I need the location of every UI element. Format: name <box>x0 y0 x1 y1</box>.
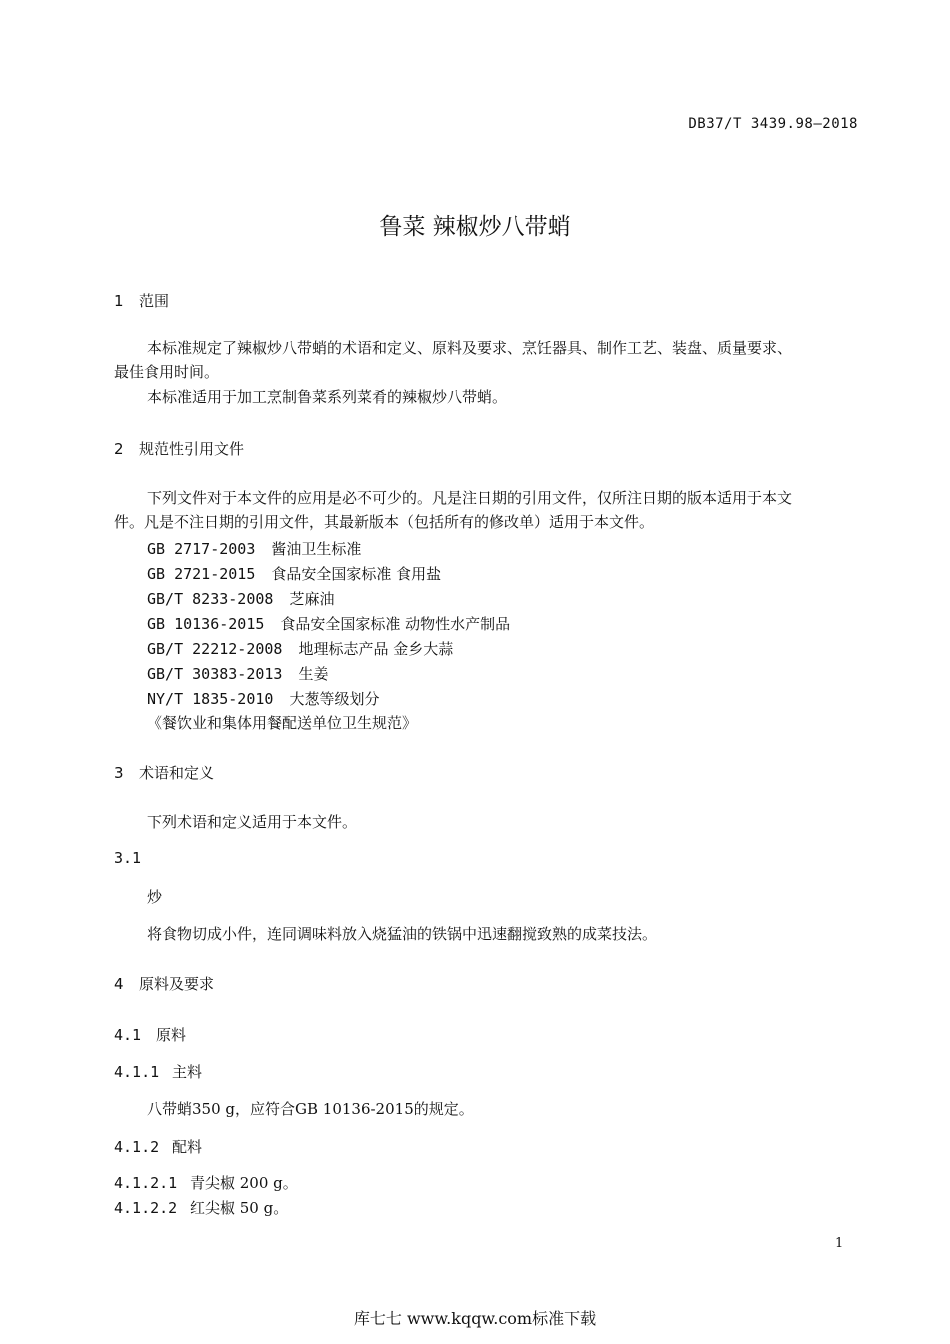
subsection-number: 4.1 <box>114 1026 142 1044</box>
section-number: 2 <box>114 440 124 458</box>
page-number: 1 <box>835 1236 844 1251</box>
reference-item <box>147 663 328 684</box>
reference-item <box>147 588 334 609</box>
item-number: 4.1.2.2 <box>114 1199 178 1217</box>
subsection-title: 原料 <box>156 1026 187 1044</box>
subsection-number: 4.1.1 <box>114 1063 160 1081</box>
reference-code: GB 2721-2015 <box>147 565 256 583</box>
reference-code: GB 10136-2015 <box>147 615 265 633</box>
paragraph: 本标准适用于加工烹制鲁菜系列菜肴的辣椒炒八带蛸。 <box>147 388 508 406</box>
footer-watermark: 库七七 www.kqqw.com标准下载 <box>353 1309 597 1328</box>
reference-item <box>147 638 453 659</box>
reference-name: 大葱等级划分 <box>289 690 380 708</box>
reference-name: 食品安全国家标准 动物性水产制品 <box>280 615 511 633</box>
item-number: 4.1.2.1 <box>114 1174 178 1192</box>
subsection-4-1-2-heading <box>114 1136 202 1157</box>
subsection-title: 主料 <box>172 1063 203 1081</box>
standard-code: DB37/T 3439.98—2018 <box>688 116 858 132</box>
section-title: 原料及要求 <box>139 975 215 993</box>
section-4-heading <box>114 973 214 994</box>
reference-code: NY/T 1835-2010 <box>147 690 274 708</box>
section-3-heading <box>114 762 214 783</box>
reference-name: 食品安全国家标准 食用盐 <box>271 565 442 583</box>
paragraph: 最佳食用时间。 <box>114 363 220 381</box>
reference-code: GB 2717-2003 <box>147 540 256 558</box>
term-definition: 将食物切成小件，连同调味料放入烧猛油的铁锅中迅速翻搅致熟的成菜技法。 <box>147 925 658 943</box>
reference-code: GB/T 8233-2008 <box>147 590 274 608</box>
paragraph: 八带蛸350 g，应符合GB 10136-2015的规定。 <box>147 1100 474 1118</box>
term-number: 3.1 <box>114 849 142 867</box>
reference-code: GB/T 22212-2008 <box>147 640 283 658</box>
document-title: 鲁菜 辣椒炒八带蛸 <box>379 214 571 240</box>
paragraph: 本标准规定了辣椒炒八带蛸的术语和定义、原料及要求、烹饪器具、制作工艺、装盘、质量要求、 <box>147 339 793 357</box>
reference-item <box>147 613 510 634</box>
reference-item <box>147 563 441 584</box>
section-title: 规范性引用文件 <box>139 440 245 458</box>
paragraph: 下列文件对于本文件的应用是必不可少的。凡是注日期的引用文件，仅所注日期的版本适用于本文 <box>147 489 793 507</box>
subsection-number: 4.1.2 <box>114 1138 160 1156</box>
section-title: 术语和定义 <box>139 764 215 782</box>
section-number: 4 <box>114 975 124 993</box>
item-text: 红尖椒 50 g。 <box>190 1199 289 1217</box>
section-title: 范围 <box>139 292 170 310</box>
section-number: 3 <box>114 764 124 782</box>
ingredient-item <box>114 1197 288 1218</box>
reference-name: 生姜 <box>298 665 329 683</box>
section-2-heading <box>114 438 244 459</box>
paragraph: 下列术语和定义适用于本文件。 <box>147 813 358 831</box>
reference-item <box>147 688 379 709</box>
reference-name: 酱油卫生标准 <box>271 540 362 558</box>
reference-name: 芝麻油 <box>289 590 335 608</box>
reference-code: GB/T 30383-2013 <box>147 665 283 683</box>
subsection-4-1-heading <box>114 1024 186 1045</box>
paragraph: 件。凡是不注日期的引用文件，其最新版本（包括所有的修改单）适用于本文件。 <box>114 513 655 531</box>
subsection-title: 配料 <box>172 1138 203 1156</box>
ingredient-item <box>114 1172 298 1193</box>
item-text: 青尖椒 200 g。 <box>190 1174 298 1192</box>
term-name: 炒 <box>147 888 163 906</box>
reference-name: 地理标志产品 金乡大蒜 <box>298 640 454 658</box>
reference-item: 《餐饮业和集体用餐配送单位卫生规范》 <box>147 714 418 732</box>
reference-item <box>147 538 361 559</box>
section-1-heading <box>114 290 169 311</box>
section-number: 1 <box>114 292 124 310</box>
subsection-4-1-1-heading <box>114 1061 202 1082</box>
